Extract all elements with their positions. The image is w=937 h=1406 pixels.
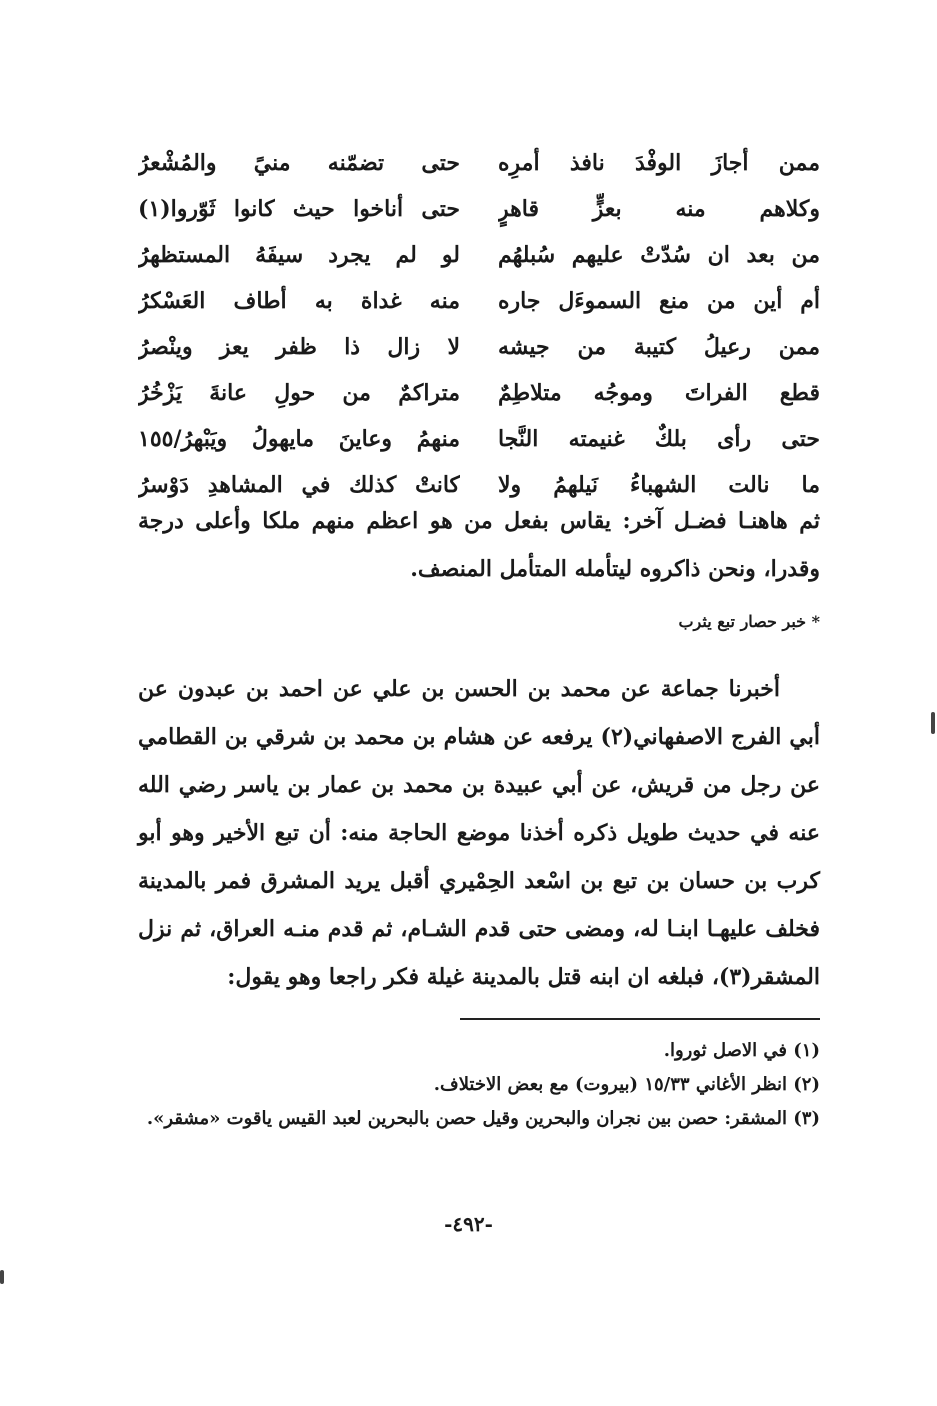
poem-verse (138, 278, 820, 324)
poem-hemistich-second: متراكمٌ من حولِ عانةَ يَزْخُرُ (138, 380, 460, 406)
poem-hemistich-first: من بعد ان سُدّتْ عليهم سُبلهُم (498, 242, 820, 268)
poem-hemistich-second: منهمُ وعاينَ مايهولُ ويَبْهرُ/١٥٥ (138, 426, 460, 452)
poem-hemistich-first: ممن أجازَ الوفْدَ نافذ أمرِه (498, 150, 820, 176)
poem-hemistich-second: حتى تضمّنه منيً والمُشْعرُ (138, 150, 460, 176)
poem-hemistich-first: ممن رعيلُ كتيبة من جيشه (498, 334, 820, 360)
poem-verse (138, 140, 820, 186)
poem-hemistich-first: قطع الفراتَ وموجُه متلاطِمٌ (498, 380, 820, 406)
page-number: -٤٩٢- (444, 1212, 493, 1236)
poem-verse (138, 324, 820, 370)
poem-hemistich-second: منه غداة به أطاف العَسْكرُ (138, 288, 460, 314)
section-heading: * خبر حصار تبع يثرب (678, 612, 820, 631)
footnote-item: (١) في الاصل ثوروا. (663, 1040, 820, 1061)
poem-hemistich-second: حتى أناخوا حيث كانوا ثَوّروا(١) (138, 196, 460, 222)
poem-hemistich-first: حتى رأى بلكٌ غنيمته النَّجا (498, 426, 820, 452)
paragraph-comparison: ثم هاهنـا فضـل آخر: يقاس بفعل من هو اعظم منهم ملكا وأعلى درجة وقدرا، ونحن ذاكروه ليتأمله المتأمل المنصف. (138, 508, 820, 582)
poem-hemistich-second: لو لم يجرد سيفَهُ المستظهرُ (138, 242, 460, 268)
poem-verse (138, 186, 820, 232)
poem-verse (138, 370, 820, 416)
scan-edge-mark (0, 1270, 4, 1284)
poem-hemistich-first: أم أين من منع السموءَل جاره (498, 288, 820, 314)
scan-edge-mark (931, 712, 935, 734)
footnote-divider (460, 1018, 820, 1020)
poem-hemistich-second: كانتْ كذلك في المشاهدِ دَوْسرُ (138, 472, 460, 498)
poem-hemistich-first: وكلاهم منه بعزٍّ قاهرٍ (498, 196, 820, 222)
poem (138, 140, 820, 508)
footnote-item: (٣) المشقر: حصن بين نجران والبحرين وقيل حصن بالبحرين لعبد القيس ياقوت «مشقر». (146, 1108, 820, 1129)
poem-verse (138, 416, 820, 462)
paragraph-narration: أخبرنا جماعة عن محمد بن الحسن بن علي عن احمد بن عبدون عن أبي الفرج الاصفهاني(٢) يرفعه عن هشام بن محمد بن شرقي بن القطامي عن رجل من قريش، عن أبي عبيدة بن محمد بن عمار بن ياسر رضي الله عنه في حديث طويل ذكره أخذنا موضع الحاجة منه: أن تبع الأخير وهو أبو كرب بن حسان بن تبع بن اسْعد الحِمْيري أقبل يريد المشرق فمر بالمدينة فخلف عليهـا ابنـا له، ومضى حتى قدم الشـام، ثم قدم منـه العراق، ثم نزل المشقر(٣)، فبلغه ان ابنه قتل بالمدينة غيلة فكر راجعا وهو يقول: (138, 676, 821, 990)
poem-verse (138, 232, 820, 278)
poem-hemistich-second: لا زال ذا ظفر يعز وينْصرُ (138, 334, 460, 360)
footnote-item: (٢) انظر الأغاني ١٥/٣٣ (بيروت) مع بعض الاختلاف. (433, 1074, 820, 1095)
footnotes (138, 1034, 820, 1136)
poem-hemistich-first: ما نالت الشهباءُ نَيلهمُ ولا (498, 472, 820, 498)
